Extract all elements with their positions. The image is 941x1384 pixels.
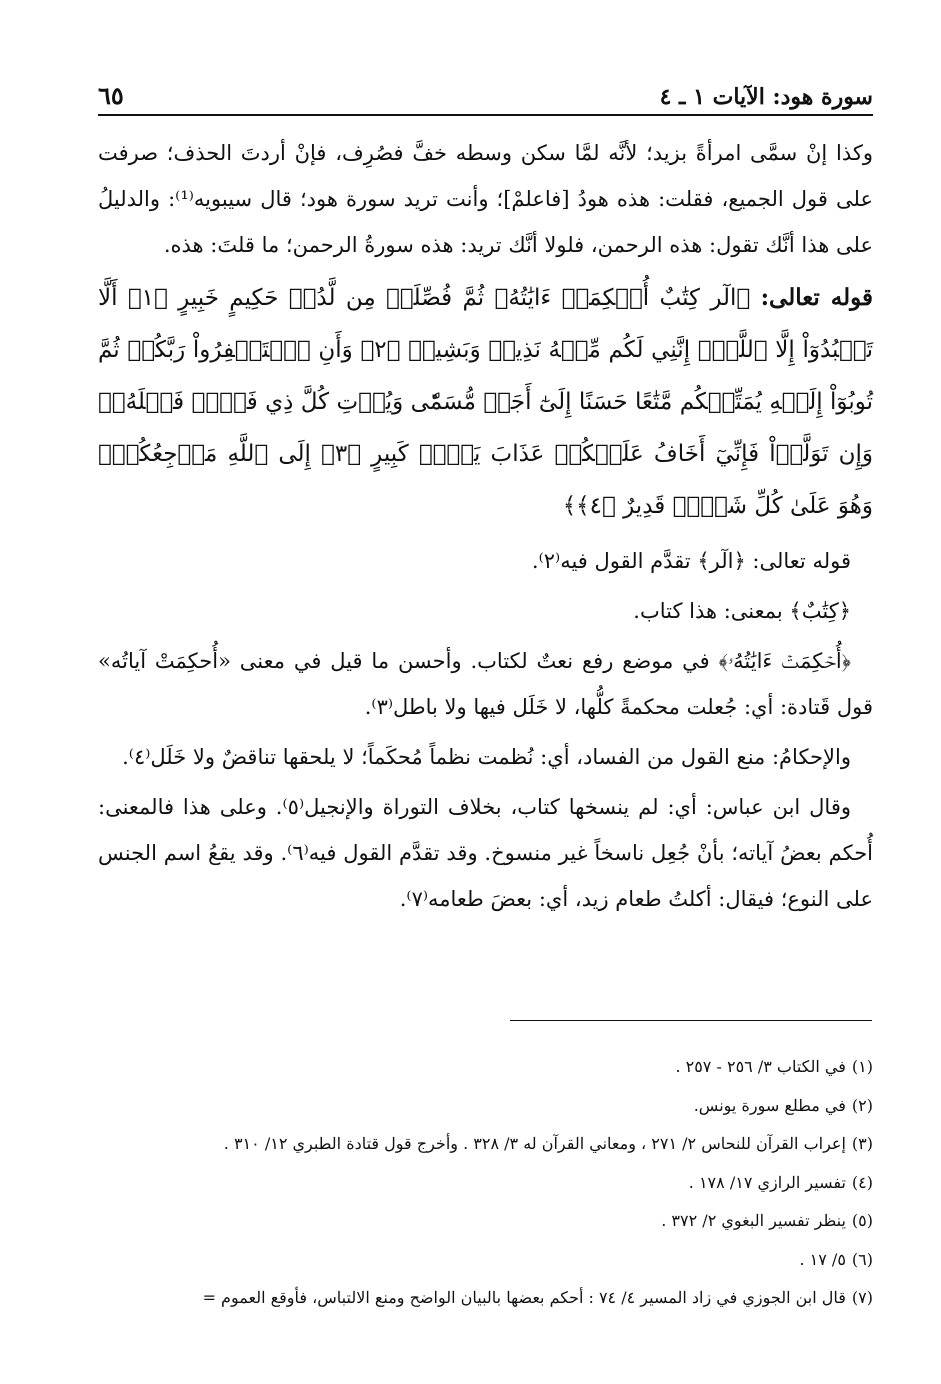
footnote-text: في مطلع سورة يونس. [693,1095,846,1115]
header-rule [98,114,873,116]
footnote-rule [510,1020,872,1021]
paragraph: وكذا إنْ سمَّى امرأةً بزيد؛ لأنَّه لمَّا سكن وسطه خفَّ فصُرِف، فإنْ أردتَ الحذف؛ صرفت على قول الجميع، فقلت: هذه هودُ [فاعلمْ]؛ وأنت تريد سورة هود؛ قال سيبويه⁽¹⁾: والدليلُ على هذا أنَّك تقول: هذه الرحمن، فلولا أنَّك تريد: هذه سورةُ الرحمن؛ ما قلتَ: هذه. [98,141,873,257]
paragraph: قوله تعالى: ﴿الٓر﴾ تقدَّم القول فيه⁽٢⁾. [531,549,851,573]
main-text [98,130,873,926]
footnote-text: ٥/ ١٧ . [799,1249,846,1269]
footnote-number: (١) [851,1057,873,1076]
footnote-number: (٣) [851,1134,873,1153]
verse-text: ﴿الٓر كِتَٰبٌ أُحۡكِمَتۡ ءَايَٰتُهُۥ ثُمَّ فُصِّلَتۡ مِن لَّدُنۡ حَكِيمٍ خَبِيرٍ ﴿١﴾ أَلَّا تَعۡبُدُوٓاْ إِلَّا ٱللَّهَۚ إِنَّنِي لَكُم مِّنۡهُ نَذِيرٞ وَبَشِيرٞ ﴿٢﴾ وَأَنِ ٱسۡتَغۡفِرُواْ رَبَّكُمۡ ثُمَّ تُوبُوٓاْ إِلَيۡهِ يُمَتِّعۡكُم مَّتَٰعًا حَسَنًا إِلَىٰٓ أَجَلٖ مُّسَمّٗى وَيُؤۡتِ كُلَّ ذِي فَضۡلٖ فَضۡلَهُۥۖ وَإِن تَوَلَّوۡاْ فَإِنِّيٓ أَخَافُ عَلَيۡكُمۡ عَذَابَ يَوۡمٖ كَبِيرٍ ﴿٣﴾ إِلَى ٱللَّهِ مَرۡجِعُكُمۡۖ وَهُوَ عَلَىٰ كُلِّ شَيۡءٖ قَدِيرٌ ﴿٤﴾﴾ [98,285,874,519]
footnote-text: تفسير الرازي ١٧/ ١٧٨ . [688,1172,846,1192]
footnotes [98,1048,873,1318]
paragraph: والإحكامُ: منع القول من الفساد، أي: نُظمت نظماً مُحكَماً؛ لا يلحقها تناقضٌ ولا خَلَل⁽٤⁾. [122,745,851,769]
paragraph: ﴿كِتَٰبٌ﴾ بمعنى: هذا كتاب. [633,599,851,623]
footnote [98,1202,873,1241]
footnote-number: (٢) [851,1095,873,1115]
footnote-number: (٦) [851,1249,873,1269]
footnote [98,1125,873,1164]
footnote-text: قال ابن الجوزي في زاد المسير ٤/ ٧٤ : أحكم بعضها بالبيان الواضح ومنع الالتباس، فأوقع العموم = [202,1288,846,1307]
footnote [98,1164,873,1203]
quran-verse-block [98,272,873,532]
footnote-text: في الكتاب ٣/ ٢٥٦ - ٢٥٧ . [675,1057,846,1076]
footnote-number: (٥) [851,1211,873,1230]
footnote [98,1279,873,1318]
footnote-text: إعراب القرآن للنحاس ٢/ ٢٧١ ، ومعاني القرآن له ٣/ ٣٢٨ . وأخرج قول قتادة الطبري ١٢/ ٣١٠ . [223,1134,846,1153]
footnote [98,1048,873,1087]
footnote-number: (٧) [851,1288,873,1307]
chapter-title: سورة هود: الآيات ١ ـ ٤ [659,84,873,110]
verse-lead: قوله تعالى: [760,284,873,311]
footnote [98,1087,873,1126]
paragraph: وقال ابن عباس: أي: لم ينسخها كتاب، بخلاف التوراة والإنجيل⁽٥⁾. وعلى هذا فالمعنى: أُحكم بعضُ آياته؛ بأنْ جُعِل ناسخاً غير منسوخ. وقد تقدَّم القول فيه⁽٦⁾. وقد يقعُ اسم الجنس على النوع؛ فيقال: أكلتُ طعام زيد، أي: بعضَ طعامه⁽٧⁾. [98,795,874,911]
footnote [98,1241,873,1280]
page-number: ٦٥ [98,81,124,110]
footnote-text: ينظر تفسير البغوي ٢/ ٣٧٢ . [661,1211,846,1230]
footnote-number: (٤) [851,1172,873,1192]
running-header [98,70,873,110]
paragraph: ﴿أُحۡكِمَتۡ ءَايَٰتُهُۥ﴾ في موضع رفع نعتٌ لكتاب. وأحسن ما قيل في معنى «أُحكِمَتْ آياتُه» قول قَتادة: أي: جُعلت محكمةً كلُّها، لا خَلَل فيها ولا باطل⁽٣⁾. [98,649,873,719]
